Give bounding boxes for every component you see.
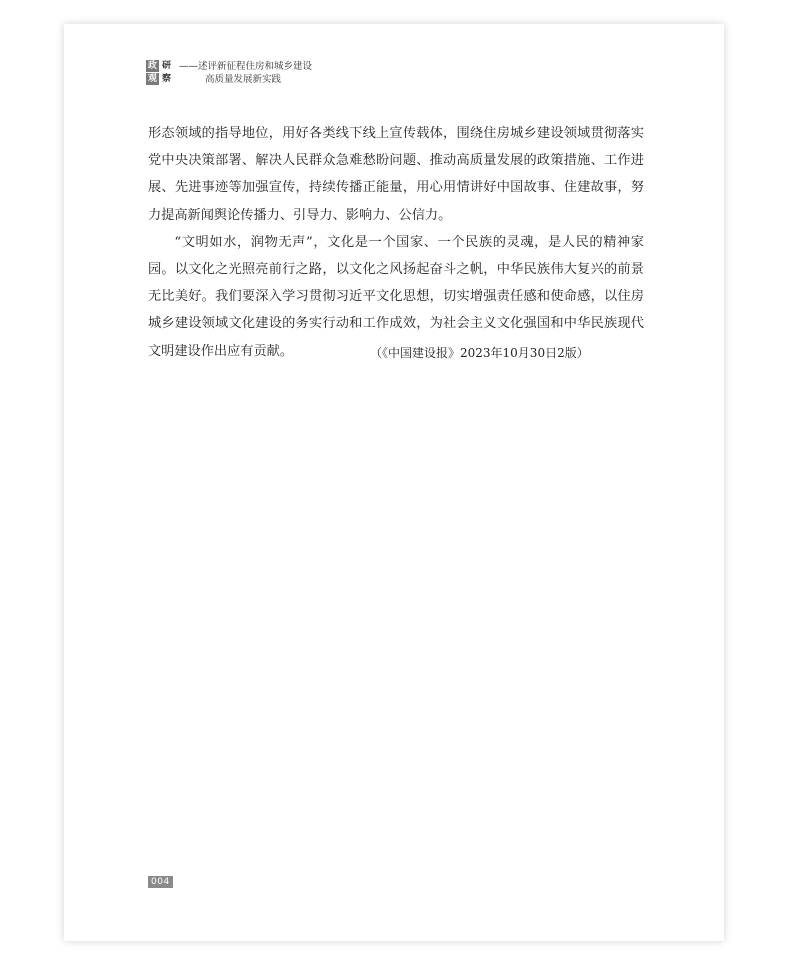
page bbox=[64, 24, 724, 941]
paragraph-2: “文明如水，润物无声”，文化是一个国家、一个民族的灵魂，是人民的精神家园。以文化之光照亮前行之路，以文化之风扬起奋斗之帆，中华民族伟大复兴的前景无比美好。我们要深入学习贯彻习近平文化思想，切实增强责任感和使命感，以住房城乡建设领域文化建设的务实行动和工作成效，为社会主义文化强国和中华民族现代文明建设作出应有贡献。 bbox=[148, 234, 644, 359]
article-body bbox=[148, 120, 644, 365]
page-number: 004 bbox=[148, 876, 173, 888]
column-logo bbox=[146, 60, 173, 85]
paragraph-1: 形态领域的指导地位，用好各类线下线上宣传载体，围绕住房城乡建设领域贯彻落实党中央决策部署、解决人民群众急难愁盼问题、推动高质量发展的政策措施、工作进展、先进事迹等加强宣传，持续传播正能量，用心用情讲好中国故事、住建故事，努力提高新闻舆论传播力、引导力、影响力、公信力。 bbox=[148, 126, 644, 223]
logo-char: 观 bbox=[147, 74, 157, 84]
header-title bbox=[179, 60, 312, 86]
logo-char: 政 bbox=[147, 61, 157, 71]
logo-char: 察 bbox=[161, 74, 171, 84]
header-title-line1: ——述评新征程住房和城乡建设 bbox=[179, 61, 313, 72]
header-title-line2: 高质量发展新实践 bbox=[205, 74, 282, 85]
source-citation: （《中国建设报》2023年10月30日2版） bbox=[370, 346, 589, 360]
logo-char: 研 bbox=[161, 61, 171, 71]
running-header bbox=[146, 60, 312, 86]
